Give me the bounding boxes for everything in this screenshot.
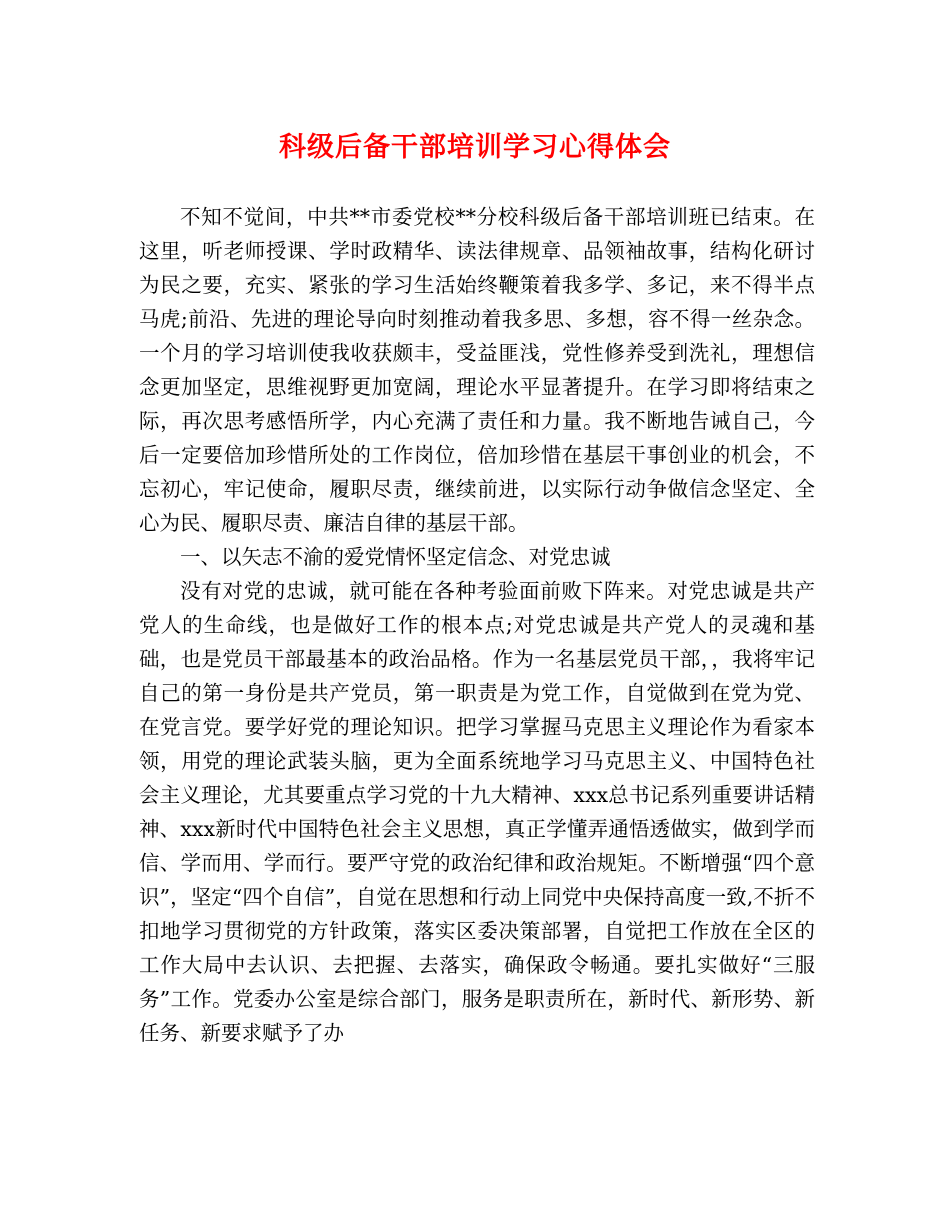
paragraph-section-1: 没有对党的忠诚，就可能在各种考验面前败下阵来。对党忠诚是共产党人的生命线，也是做好工作的根本点;对党忠诚是共产党人的灵魂和基础，也是党员干部最基本的政治品格。作为一名基层党员干部，，我将牢记自己的第一身份是共产党员，第一职责是为党工作，自觉做到在党为党、在党言党。要学好党的理论知识。把学习掌握马克思主义理论作为看家本领，用党的理论武装头脑，更为全面系统地学习马克思主义、中国特色社会主义理论，尤其要重点学习党的十九大精神、xxx总书记系列重要讲话精神、xxx新时代中国特色社会主义思想，真正学懂弄通悟透做实，做到学而信、学而用、学而行。要严守党的政治纪律和政治规矩。不断增强“四个意识”，坚定“四个自信”，自觉在思想和行动上同党中央保持高度一致,不折不扣地学习贯彻党的方针政策，落实区委决策部署，自觉把工作放在全区的工作大局中去认识、去把握、去落实，确保政令畅通。要扎实做好“三服务”工作。党委办公室是综合部门，服务是职责所在，新时代、新形势、新任务、新要求赋予了办 <box>139 579 815 1045</box>
document-body <box>139 200 815 1050</box>
section-heading-1: 一、以矢志不渝的爱党情怀坚定信念、对党忠诚 <box>180 545 611 569</box>
paragraph-intro: 不知不觉间，中共**市委党校**分校科级后备干部培训班已结束。在这里，听老师授课、学时政精华、读法律规章、品领袖故事，结构化研讨为民之要，充实、紧张的学习生活始终鞭策着我多学、多记，来不得半点马虎;前沿、先进的理论导向时刻推动着我多思、多想，容不得一丝杂念。一个月的学习培训使我收获颇丰，受益匪浅，党性修养受到洗礼，理想信念更加坚定，思维视野更加宽阔，理论水平显著提升。在学习即将结束之际，再次思考感悟所学，内心充满了责任和力量。我不断地告诫自己，今后一定要倍加珍惜所处的工作岗位，倍加珍惜在基层干事创业的机会，不忘初心，牢记使命，履职尽责，继续前进，以实际行动争做信念坚定、全心为民、履职尽责、廉洁自律的基层干部。 <box>139 205 815 535</box>
document-title: 科级后备干部培训学习心得体会 <box>279 132 671 163</box>
